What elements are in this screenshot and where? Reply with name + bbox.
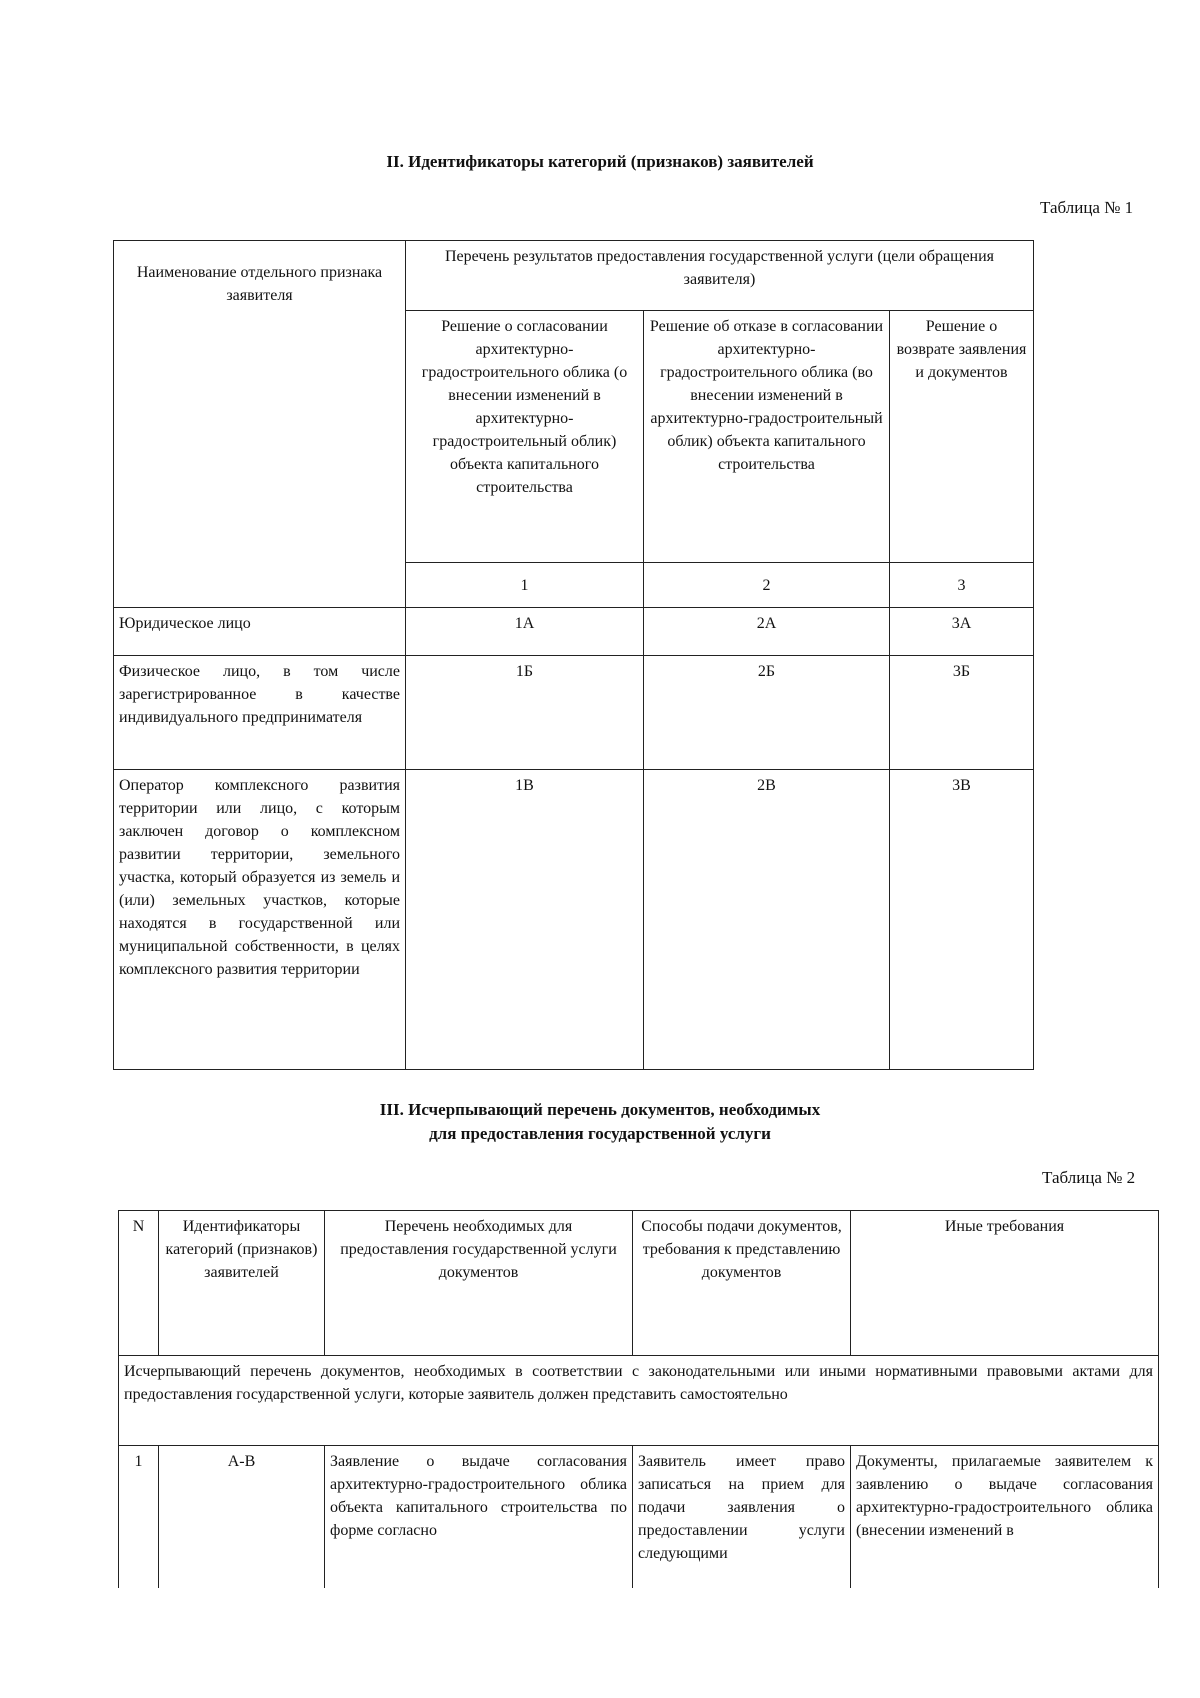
table-2 <box>118 1210 1159 1588</box>
table-row <box>114 770 1034 1070</box>
table-1-caption: Таблица № 1 <box>1040 198 1134 217</box>
table-cell: 2А <box>644 608 890 656</box>
table-2-row-document: Заявление о выдаче согласования архитектурно-градостроительного облика объекта капитального строительства по форме согласно <box>325 1446 633 1588</box>
table-1-header-attribute: Наименование отдельного признака заявителя <box>114 241 406 608</box>
table-2-header-documents: Перечень необходимых для предоставления государственной услуги документов <box>325 1211 633 1356</box>
table-1 <box>113 240 1034 1070</box>
table-cell: 1Б <box>406 656 644 770</box>
table-2-caption: Таблица № 2 <box>1042 1168 1136 1187</box>
table-1-col-number: 2 <box>644 563 890 608</box>
table-2-span-row: Исчерпывающий перечень документов, необходимых в соответствии с законодательными или иными нормативными правовыми актами для предоставления государственной услуги, которые заявитель должен представить самостоятельно <box>119 1356 1159 1446</box>
table-1-subheader-return: Решение о возврате заявления и документов <box>890 311 1034 563</box>
table-row <box>114 656 1034 770</box>
table-cell: 2В <box>644 770 890 1070</box>
row-label-operator: Оператор комплексного развития территории или лицо, с которым заключен договор о комплексном развитии территории, земельного участка, который образуется из земель и (или) земельных участков, которые находятся в государственной или муниципальной собственности, в целях комплексного развития территории <box>114 770 406 1070</box>
table-1-header-results: Перечень результатов предоставления государственной услуги (цели обращения заявителя) <box>406 241 1034 311</box>
table-2-header-methods: Способы подачи документов, требования к представлению документов <box>633 1211 851 1356</box>
row-label-legal-entity: Юридическое лицо <box>114 608 406 656</box>
table-cell: 3А <box>890 608 1034 656</box>
table-row <box>114 608 1034 656</box>
table-2-header-other: Иные требования <box>851 1211 1159 1356</box>
table-cell: 1А <box>406 608 644 656</box>
table-1-subheader-refusal: Решение об отказе в согласовании архитектурно-градостроительного облика (во внесении изменений в архитектурно-градостроительный облик) объекта капитального строительства <box>644 311 890 563</box>
table-2-header-n: N <box>119 1211 159 1356</box>
table-2-row-other: Документы, прилагаемые заявителем к заявлению о выдаче согласования архитектурно-градостроительного облика (внесении изменений в <box>851 1446 1159 1588</box>
row-label-individual: Физическое лицо, в том числе зарегистрированное в качестве индивидуального предпринимателя <box>114 656 406 770</box>
table-row <box>119 1446 1159 1588</box>
table-cell: 3В <box>890 770 1034 1070</box>
section-3-title-line-2: для предоставления государственной услуги <box>429 1124 771 1143</box>
table-1-col-number: 3 <box>890 563 1034 608</box>
table-1-col-number: 1 <box>406 563 644 608</box>
table-1-subheader-approval: Решение о согласовании архитектурно-градостроительного облика (о внесении изменений в архитектурно-градостроительный облик) объекта капитального строительства <box>406 311 644 563</box>
table-2-header-ids: Идентификаторы категорий (признаков) заявителей <box>159 1211 325 1356</box>
table-cell: 3Б <box>890 656 1034 770</box>
table-cell: 2Б <box>644 656 890 770</box>
table-2-row-methods: Заявитель имеет право записаться на прием для подачи заявления о предоставлении услуги следующими <box>633 1446 851 1588</box>
table-2-row-number: 1 <box>119 1446 159 1588</box>
table-2-row-ids: А-В <box>159 1446 325 1588</box>
section-2-title: II. Идентификаторы категорий (признаков) заявителей <box>386 152 814 171</box>
section-3-title-line-1: III. Исчерпывающий перечень документов, необходимых <box>379 1100 821 1119</box>
table-cell: 1В <box>406 770 644 1070</box>
